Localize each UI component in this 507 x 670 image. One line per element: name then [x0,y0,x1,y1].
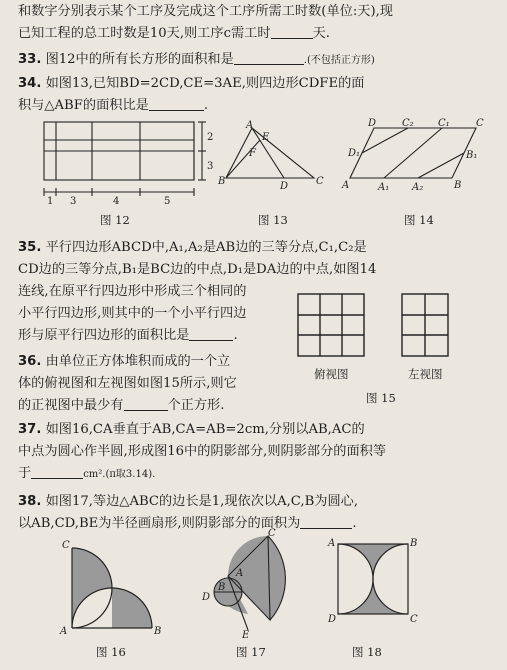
problem-text-line [18,24,493,44]
text-span: . [203,98,209,113]
question-number: 35. [18,240,42,255]
question-34 [18,74,493,94]
question-35 [18,238,493,258]
figure-14 [340,116,490,198]
question-36-cont [18,374,288,394]
top-view-caption: 俯视图 [314,367,349,381]
figure-15-caption: 图 15 [366,391,396,405]
question-number: 36. [18,354,42,369]
question-text: CD边的三等分点,B₁是BC边的中点,D₁是DA边的中点,如图14 [18,262,377,277]
question-text: 形与原平行四边形的面积比是 [18,328,190,343]
dimension-label: 3 [70,196,77,206]
vertex-label: B [454,180,462,191]
dimension-label: 3 [207,161,214,172]
question-34-cont [18,96,493,116]
question-text: 以AB,CD,BE为半径画扇形,则阴影部分的面积为 [18,516,301,531]
vertex-label: D [202,592,211,603]
answer-blank [149,96,204,111]
question-text: 如图17,等边△ABC的边长是1,现依次以A,C,B为圆心, [45,494,359,509]
dimension-label: 4 [113,196,120,206]
text-span: 于 [18,466,32,481]
question-38 [18,492,493,512]
vertex-label: A₂ [412,182,424,193]
question-text: 如图16,CA垂直于AB,CA=AB=2cm,分别以AB,AC的 [45,422,365,437]
question-35-cont [18,260,493,280]
figure-16 [58,534,168,638]
text-span: 个正方形. [167,398,225,413]
dimension-label: 2 [207,132,214,143]
vertex-label: A [60,626,68,637]
vertex-label: C [62,540,70,551]
vertex-label: B [410,538,418,549]
question-number: 34. [18,76,42,91]
question-text: 小平行四边形,则其中的一个小平行四边 [18,306,247,321]
question-37-cont [18,442,493,462]
figure-14-caption: 图 14 [404,213,434,227]
question-37-cont [18,464,493,485]
question-text: 图12中的所有长方形的面积和是 [45,52,234,67]
vertex-label: B [218,176,226,187]
answer-blank [234,50,304,65]
dimension-label: 1 [47,196,54,206]
question-text: 积与△ABF的面积比是 [18,98,149,113]
vertex-label: E [262,132,270,143]
text-span: . [352,516,357,531]
figure-13-caption: 图 13 [258,213,288,227]
figure-16-caption: 图 16 [96,645,126,659]
vertex-label: F [249,148,256,159]
figure-13 [218,118,326,190]
vertex-label: D₁ [348,148,361,159]
vertex-label: D [328,614,337,625]
figure-12-caption: 图 12 [100,213,130,227]
vertex-label: C₂ [402,118,414,129]
answer-blank [300,514,352,529]
text-span: . [233,328,238,343]
vertex-label: B₁ [466,150,478,161]
problem-text-line [18,2,493,22]
vertex-label: B [154,626,162,637]
question-35-cont [18,326,288,346]
figure-12 [30,118,215,206]
vertex-label: A [328,538,336,549]
text-span: 天. [312,26,330,41]
question-text: 由单位正方体堆积而成的一个立 [45,354,231,369]
dimension-label: 5 [164,196,171,206]
vertex-label: B [218,582,226,593]
answer-blank [124,396,168,411]
figure-17 [198,528,308,640]
figure-18 [326,532,418,636]
vertex-label: D [368,118,377,129]
text-span: 和数字分别表示某个工序及完成这个工序所需工时数(单位:天),现 [18,4,393,19]
vertex-label: C [268,528,276,539]
figure-17-caption: 图 17 [236,645,266,659]
question-text: 中点为圆心作半圆,形成图16中的阴影部分,则阴影部分的面积等 [18,444,387,459]
text-span: 已知工程的总工时数是10天,则工序c需工时 [18,26,271,41]
question-number: 37. [18,422,42,437]
question-number: 38. [18,494,42,509]
question-note: .(不包括正方形) [303,55,375,66]
question-text: 如图13,已知BD=2CD,CE=3AE,则四边形CDFE的面 [45,76,365,91]
question-36-cont [18,396,288,416]
figure-18-caption: 图 18 [352,645,382,659]
question-text: 体的俯视图和左视图如图15所示,则它 [18,376,237,391]
vertex-label: A [246,120,254,131]
question-text: 平行四边形ABCD中,A₁,A₂是AB边的三等分点,C₁,C₂是 [45,240,367,255]
question-35-cont [18,282,288,302]
question-text: 的正视图中最少有 [18,398,124,413]
answer-blank [271,24,313,39]
vertex-label: D [280,181,289,190]
text-span: cm².(π取3.14). [83,469,156,480]
question-36 [18,352,288,372]
vertex-label: A₁ [378,182,390,193]
vertex-label: C₁ [438,118,450,129]
vertex-label: C [316,176,324,187]
question-35-cont [18,304,288,324]
figure-15-left-view [398,290,454,360]
vertex-label: E [242,630,250,640]
question-37 [18,420,493,440]
question-number: 33. [18,52,42,67]
answer-blank [31,464,83,479]
vertex-label: C [410,614,418,625]
vertex-label: A [342,180,350,191]
answer-blank [189,326,233,341]
vertex-label: C [476,118,484,129]
left-view-caption: 左视图 [408,367,443,381]
question-33 [18,50,493,71]
figure-15-top-view [294,290,372,360]
question-text: 连线,在原平行四边形中形成三个相同的 [18,284,247,299]
vertex-label: A [236,568,244,579]
